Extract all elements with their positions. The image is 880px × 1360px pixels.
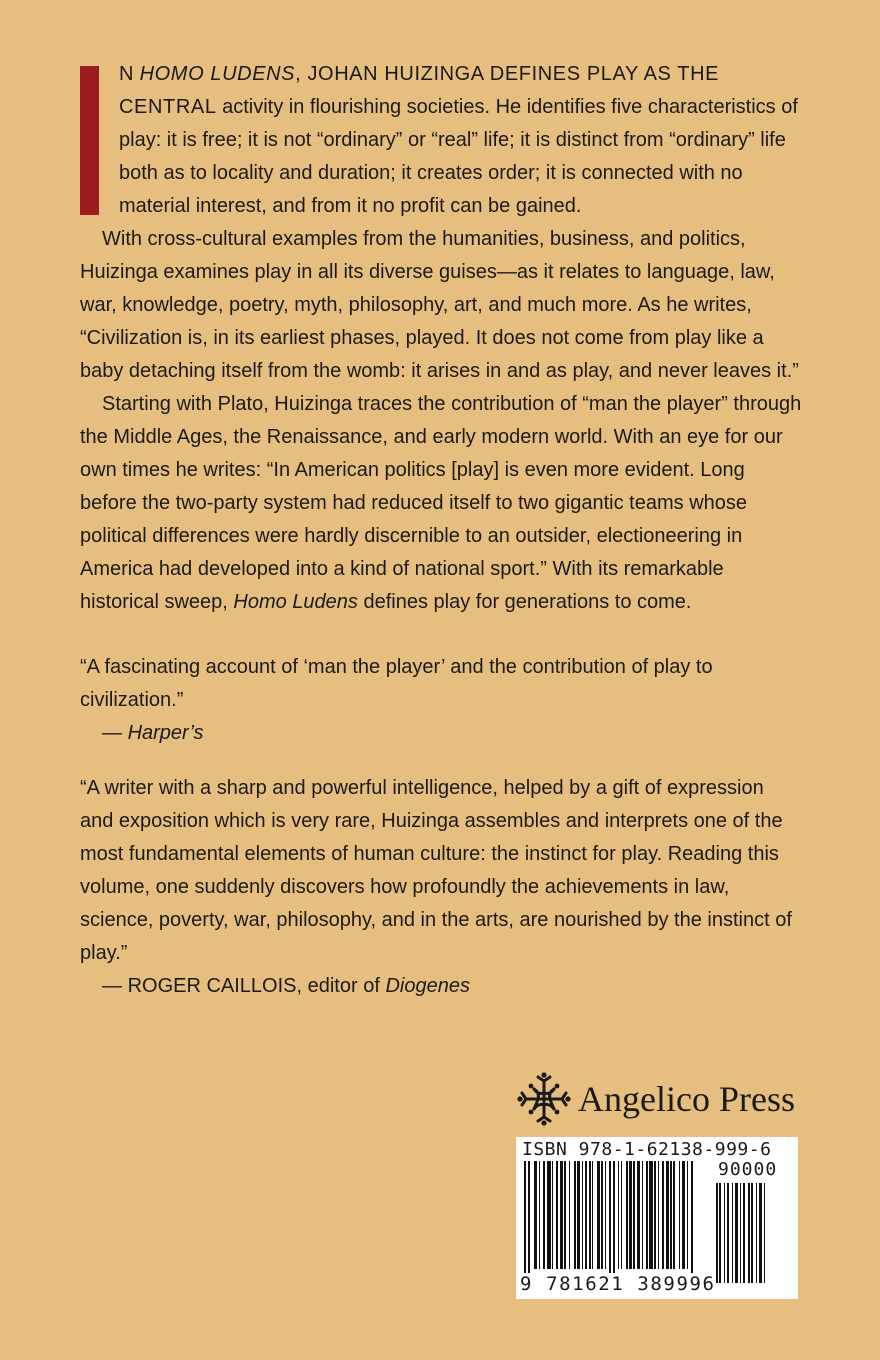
barcode-bar <box>582 1161 583 1269</box>
ean-digits: 9 781621 389996 <box>520 1273 716 1295</box>
barcode-bar <box>642 1161 643 1269</box>
barcode-bar <box>613 1161 615 1279</box>
dropcap-bar <box>80 66 99 215</box>
barcode-bar <box>670 1161 672 1269</box>
barcode-bar <box>589 1161 591 1269</box>
lead-letter: N <box>119 63 135 85</box>
barcode-bar <box>646 1161 648 1269</box>
barcode-bar <box>727 1183 729 1283</box>
barcode-bar <box>574 1161 576 1269</box>
barcode-bar <box>633 1161 635 1269</box>
barcode-bar <box>716 1183 718 1283</box>
barcode-bar <box>662 1161 664 1269</box>
addon-bars <box>716 1183 790 1293</box>
cover-text <box>80 58 802 1003</box>
barcode-bar <box>564 1161 566 1269</box>
barcode-bar <box>759 1183 762 1283</box>
attribution-dash: — <box>102 722 128 744</box>
barcode-bar <box>687 1161 688 1269</box>
publisher-logo <box>516 1070 806 1128</box>
barcode-bar <box>605 1161 606 1269</box>
barcode-bar <box>547 1161 551 1269</box>
barcode-bar <box>560 1161 563 1269</box>
attribution-publication: Diogenes <box>385 975 470 997</box>
barcode-bar <box>618 1161 619 1269</box>
review-quote-1: “A fascinating account of ‘man the player’ and the contribution of play to civilization.” <box>80 656 713 711</box>
barcode-bar <box>601 1161 603 1269</box>
barcode-bar <box>735 1183 738 1283</box>
barcode-bar <box>732 1183 733 1283</box>
review-attribution-2 <box>80 970 802 1003</box>
barcode-bar <box>543 1161 545 1269</box>
barcode-bar <box>637 1161 640 1269</box>
barcode-bar <box>629 1161 632 1269</box>
barcode-bar <box>673 1161 675 1269</box>
barcode-bar <box>764 1183 765 1283</box>
book-title-italic: Homo Ludens <box>233 591 358 613</box>
barcode-bar <box>682 1161 685 1269</box>
barcode-bar <box>569 1161 570 1269</box>
barcode-bar <box>534 1161 537 1269</box>
price-code: 90000 <box>718 1159 778 1180</box>
barcode-bar <box>649 1161 653 1269</box>
blurb-paragraph-3-text: Starting with Plato, Huizinga traces the contribution of “man the player” through the Middle Ages, the Renaissance, and early modern world. With an eye for our own times he writes: “In American politics [play] is even more evident. Long before the two-party system had reduced itself to two gigantic teams whose political differences were hardly discernible to an outsider, electioneering in America had developed into a kind of national sport.” With its remarkable historical sweep, <box>80 393 802 613</box>
barcode-bar <box>756 1183 757 1283</box>
review-quote-2: “A writer with a sharp and powerful intelligence, helped by a gift of expression and exposition which is very rare, Huizinga assembles and interprets one of the most fundamental elements of human culture: the instinct for play. Reading this volume, one suddenly discovers how profoundly the achievements in law, science, poverty, war, philosophy, and in the arts, are nourished by the instinct of play.” <box>80 777 792 964</box>
barcode-bar <box>592 1161 593 1269</box>
barcode-bar <box>743 1183 745 1283</box>
review-attribution-1 <box>80 717 802 750</box>
barcode-bar <box>654 1161 656 1269</box>
barcode-bar <box>609 1161 611 1279</box>
barcode-bar <box>621 1161 622 1269</box>
barcode-bar <box>666 1161 669 1269</box>
barcode-bar <box>626 1161 628 1269</box>
barcode-bar <box>691 1161 693 1279</box>
blurb-paragraph-3 <box>80 388 802 619</box>
book-title-caps: HOMO LUDENS <box>139 63 296 85</box>
publisher-name: Angelico Press <box>578 1079 795 1119</box>
blurb-paragraph-1 <box>80 58 802 223</box>
barcode-bar <box>597 1161 600 1269</box>
barcode-bar <box>552 1161 553 1269</box>
barcode-bar <box>719 1183 721 1283</box>
barcode-bar <box>524 1161 526 1279</box>
barcode-bar <box>658 1161 659 1269</box>
isbn-barcode <box>516 1137 798 1299</box>
attribution-source: ROGER CAILLOIS, editor of <box>127 975 386 997</box>
barcode-bar <box>740 1183 741 1283</box>
cross-emblem-icon <box>516 1071 572 1127</box>
attribution-publication: Harper’s <box>127 722 204 744</box>
barcode-bar <box>556 1161 558 1269</box>
lead-caps-text: , JOHAN HUIZINGA DEFINES PLAY AS THE CENTRAL <box>119 63 720 118</box>
isbn-label: ISBN 978-1-62138-999-6 <box>522 1139 772 1160</box>
barcode-bar <box>585 1161 587 1269</box>
barcode-bar <box>577 1161 580 1269</box>
barcode-bar <box>724 1183 725 1283</box>
attribution-dash: — <box>102 975 128 997</box>
barcode-bar <box>748 1183 750 1283</box>
barcode-bar <box>679 1161 680 1269</box>
barcode-bar <box>528 1161 530 1279</box>
ean-bars <box>524 1161 710 1279</box>
barcode-bar <box>539 1161 540 1269</box>
blurb-paragraph-1-rest: activity in flourishing societies. He identifies five characteristics of play: it is free; it is not “ordinary” or “real” life; it is distinct from “ordinary” life both as to locality and duration; it creates order; it is connected with no material interest, and from it no profit can be gained. <box>119 96 798 217</box>
blurb-paragraph-2: With cross-cultural examples from the humanities, business, and politics, Huizinga examines play in all its diverse guises—as it relates to language, law, war, knowledge, poetry, myth, philosophy, art, and much more. As he writes, “Civilization is, in its earliest phases, played. It does not come from play like a baby detaching itself from the womb: it arises in and as play, and never leaves it.” <box>80 228 799 382</box>
barcode-bar <box>751 1183 753 1283</box>
blurb-paragraph-3-end: defines play for generations to come. <box>357 591 692 613</box>
